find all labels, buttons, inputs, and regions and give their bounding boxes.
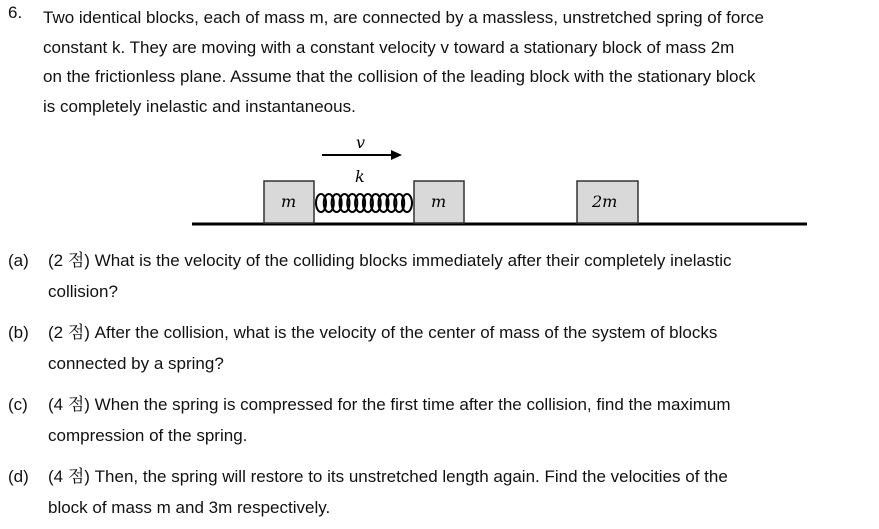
- spring: [316, 194, 412, 212]
- intro-line: is completely inelastic and instantaneous.: [43, 96, 356, 116]
- intro-line: Two identical blocks, each of mass m, are connected by a massless, unstretched spring of force: [43, 8, 764, 27]
- problem-number: 6.: [8, 3, 23, 22]
- question-b-text: After the collision, what is the velocity of the center of mass of the system of blocks: [94, 323, 718, 342]
- question-a-label: (a): [8, 251, 29, 270]
- question-c-continuation: compression of the spring.: [48, 426, 248, 445]
- question-c-text: When the spring is compressed for the first time after the collision, find the maximum: [94, 395, 731, 414]
- question-b-label: (b): [8, 323, 29, 342]
- question-c-points: (4 점): [48, 395, 90, 414]
- velocity-label: v: [356, 133, 366, 152]
- question-a-continuation: collision?: [48, 282, 118, 301]
- question-b-points: (2 점): [48, 323, 90, 342]
- question-d: [8, 462, 728, 487]
- question-b: [8, 318, 717, 343]
- question-d-label: (d): [8, 467, 29, 486]
- block-middle-label: m: [431, 192, 447, 211]
- question-d-text: Then, the spring will restore to its unstretched length again. Find the velocities of the: [94, 467, 728, 486]
- blocks-spring-diagram: [0, 120, 879, 235]
- question-a-text: What is the velocity of the colliding blocks immediately after their completely inelastic: [94, 251, 732, 270]
- question-d-continuation: block of mass m and 3m respectively.: [48, 498, 331, 517]
- question-d-points: (4 점): [48, 467, 90, 486]
- question-c-label: (c): [8, 395, 28, 414]
- question-a: [8, 246, 732, 271]
- block-right-label: 2m: [592, 192, 618, 211]
- problem-intro: [43, 3, 873, 121]
- velocity-arrowhead: [391, 150, 402, 160]
- question-c: [8, 390, 731, 415]
- question-a-points: (2 점): [48, 251, 90, 270]
- intro-line: on the frictionless plane. Assume that the collision of the leading block with the stationary block: [43, 67, 756, 86]
- intro-line: constant k. They are moving with a constant velocity v toward a stationary block of mass 2m: [43, 37, 735, 57]
- spring-constant-label: k: [355, 167, 365, 186]
- question-b-continuation: connected by a spring?: [48, 354, 224, 373]
- block-left-label: m: [281, 192, 297, 211]
